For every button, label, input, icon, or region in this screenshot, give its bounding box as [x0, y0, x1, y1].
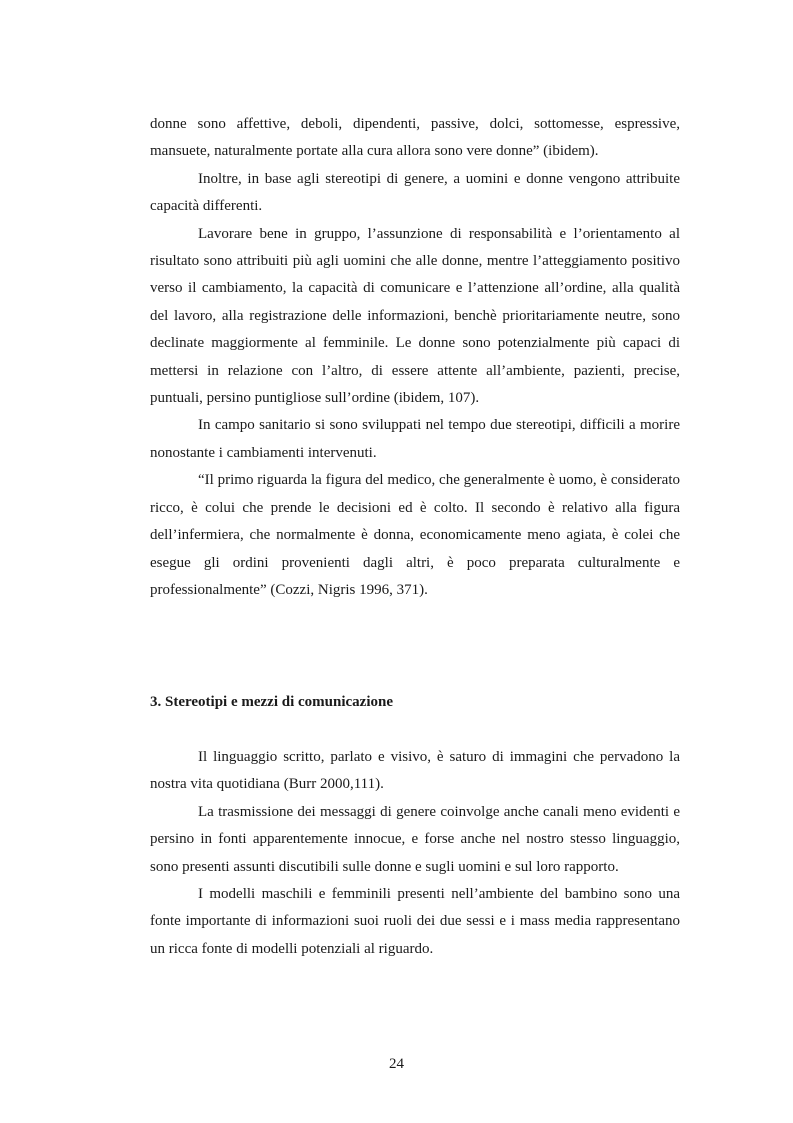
paragraph-capacita: Inoltre, in base agli stereotipi di genere, a uomini e donne vengono attribuite capacità differenti. — [150, 170, 680, 215]
paragraph-continuation: donne sono affettive, deboli, dipendenti, passive, dolci, sottomesse, espressive, mansuete, naturalmente portate alla cura allora sono vere donne” (ibidem). — [150, 116, 680, 160]
paragraph-trasmissione: La trasmissione dei messaggi di genere coinvolge anche canali meno evidenti e persino in fonti apparentemente innocue, e forse anche nel nostro stesso linguaggio, sono presenti assunti discutibili sulle donne e sugli uomini e sul loro rapporto. — [150, 803, 680, 875]
section-heading: 3. Stereotipi e mezzi di comunicazione — [150, 694, 394, 710]
paragraph-linguaggio: Il linguaggio scritto, parlato e visivo, è saturo di immagini che pervadono la nostra vita quotidiana (Burr 2000,111). — [150, 749, 680, 793]
section-1-body — [150, 111, 680, 604]
paragraph-campo-sanitario: In campo sanitario si sono sviluppati nel tempo due stereotipi, difficili a morire nonostante i cambiamenti intervenuti. — [150, 417, 680, 461]
paragraph-quote-medico: “Il primo riguarda la figura del medico, che generalmente è uomo, è considerato ricco, è colui che prende le decisioni ed è colto. Il secondo è relativo alla figura dell’infermiera, che normalmente è donna, economicamente meno agiata, è colei che esegue gli ordini provenienti dagli altri, è poco preparata culturalmente e professionalmente” (Cozzi, Nigris 1996, 371). — [150, 472, 680, 598]
paragraph-modelli: I modelli maschili e femminili presenti nell’ambiente del bambino sono una fonte importante di informazioni suoi ruoli dei due sessi e i mass media rappresentano un ricca fonte di modelli potenziali al riguardo. — [150, 886, 680, 957]
section-2-body — [150, 744, 680, 963]
page-number: 24 — [389, 1056, 404, 1072]
paragraph-lavorare: Lavorare bene in gruppo, l’assunzione di responsabilità e l’orientamento al risultato sono attribuiti più agli uomini che alle donne, mentre l’atteggiamento positivo verso il cambiamento, la capacità di comunicare e l’attenzione all’ordine, alla qualità del lavoro, alla registrazione delle informazioni, benchè prioritariamente neutre, sono declinate maggiormente al femminile. Le donne sono potenzialmente più capaci di mettersi in relazione con l’altro, di essere attente all’ambiente, pazienti, precise, puntuali, persino puntigliose sull’ordine (ibidem, 107). — [150, 225, 680, 407]
